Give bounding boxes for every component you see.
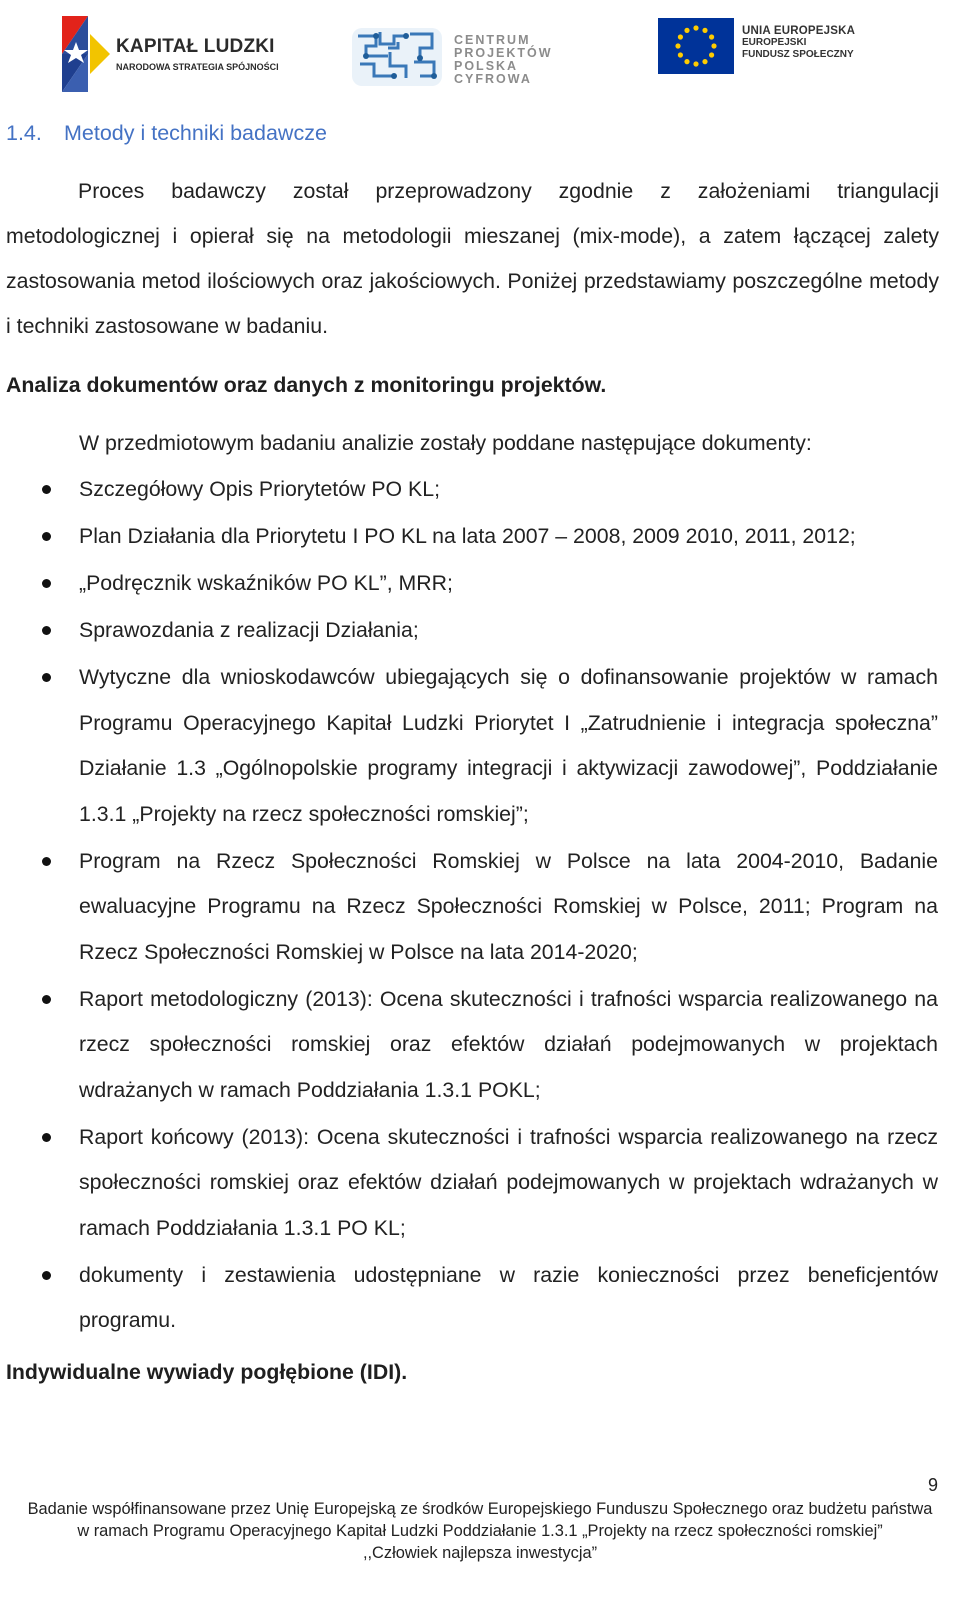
- section-number: 1.4.: [6, 121, 42, 145]
- list-item: [0, 514, 940, 560]
- list-item: [0, 655, 940, 837]
- intro-paragraph-text: Proces badawczy został przeprowadzony zgodnie z założeniami triangulacji metodologicznej i opierał się na metodologii mieszanej (mix-mode), a zatem łączącej zalety zastosowania metod ilościowych oraz jakościowych. Poniżej przedstawiamy poszczególne metody i techniki zastosowane w badaniu.: [6, 179, 939, 338]
- intro-paragraph: [6, 169, 939, 349]
- list-item-text: Szczegółowy Opis Priorytetów PO KL;: [79, 477, 440, 501]
- list-item: [0, 467, 940, 513]
- list-item: [0, 1253, 940, 1344]
- subsection-title-document-analysis: Analiza dokumentów oraz danych z monitoringu projektów.: [6, 373, 607, 397]
- page-footer: [0, 1498, 960, 1564]
- eu-flag-icon: [658, 18, 734, 74]
- list-item-text: Plan Działania dla Priorytetu I PO KL na lata 2007 – 2008, 2009 2010, 2011, 2012;: [79, 524, 856, 548]
- bullet-icon: [42, 532, 51, 541]
- list-item-text: „Podręcznik wskaźników PO KL”, MRR;: [79, 571, 453, 595]
- documents-intro: W przedmiotowym badaniu analizie zostały poddane następujące dokumenty:: [79, 431, 812, 455]
- cppc-line-3: POLSKA: [454, 59, 519, 73]
- cppc-line-4: CYFROWA: [454, 72, 532, 86]
- bullet-icon: [42, 1133, 51, 1142]
- bullet-icon: [42, 485, 51, 494]
- list-item: [0, 1115, 940, 1252]
- eu-line-2: EUROPEJSKI: [742, 37, 807, 48]
- kapital-ludzki-logo: [58, 14, 279, 94]
- list-item-text: Raport końcowy (2013): Ocena skuteczności i trafności wsparcia realizowanego na rzecz społeczności romskiej oraz efektów działań podejmowanych w projektach wdrażanych w ramach Poddziałania 1.3.1 PO KL;: [79, 1124, 938, 1240]
- list-item-text: Wytyczne dla wnioskodawców ubiegających się o dofinansowanie projektów w ramach Programu Operacyjnego Kapitał Ludzki Priorytet I „Zatrudnienie i integracja społeczna” Działanie 1.3 „Ogólnopolskie programy integracji i aktywizacji zawodowej”, Poddziałanie 1.3.1 „Projekty na rzecz społeczności romskiej”;: [79, 665, 938, 826]
- page-number: 9: [927, 1475, 938, 1495]
- list-item-text: Sprawozdania z realizacji Działania;: [79, 618, 419, 642]
- cppc-line-1: CENTRUM: [454, 33, 531, 47]
- centrum-projektow-text: [454, 34, 553, 86]
- bullet-icon: [42, 579, 51, 588]
- list-item: [0, 977, 940, 1114]
- list-item: [0, 839, 940, 976]
- circuit-maze-icon: [350, 22, 446, 92]
- section-heading: [6, 121, 327, 146]
- bullet-icon: [42, 1271, 51, 1280]
- kapital-ludzki-title: KAPITAŁ LUDZKI: [116, 36, 275, 57]
- list-item-text: dokumenty i zestawienia udostępniane w razie konieczności przez beneficjentów programu.: [79, 1262, 938, 1332]
- documents-list: [0, 467, 940, 1345]
- list-item: [0, 561, 940, 607]
- eu-line-1: UNIA EUROPEJSKA: [742, 25, 856, 37]
- list-item-text: Raport metodologiczny (2013): Ocena skuteczności i trafności wsparcia realizowanego na rzecz społeczności romskiej oraz efektów działań podejmowanych w projektach wdrażanych w ramach Poddziałania 1.3.1 POKL;: [79, 986, 938, 1102]
- bullet-icon: [42, 995, 51, 1004]
- bullet-icon: [42, 857, 51, 866]
- eu-line-3: FUNDUSZ SPOŁECZNY: [742, 49, 854, 60]
- footer-line-2: w ramach Programu Operacyjnego Kapitał Ludzki Poddziałanie 1.3.1 „Projekty na rzecz społeczności romskiej”: [77, 1522, 883, 1540]
- unia-europejska-logo: [658, 18, 918, 93]
- footer-line-1: Badanie współfinansowane przez Unię Europejską ze środków Europejskiego Funduszu Społecznego oraz budżetu państwa: [27, 1500, 933, 1518]
- kapital-ludzki-subtitle: NARODOWA STRATEGIA SPÓJNOŚCI: [116, 62, 279, 72]
- bullet-icon: [42, 673, 51, 682]
- list-item-text: Program na Rzecz Społeczności Romskiej w Polsce na lata 2004-2010, Badanie ewaluacyjne Programu na Rzecz Społeczności Romskiej w Polsce, 2011; Program na Rzecz Społeczności Romskiej w Polsce na lata 2014-2020;: [79, 848, 938, 964]
- subsection-title-idi: Indywidualne wywiady pogłębione (IDI).: [6, 1360, 408, 1384]
- list-item: [0, 608, 940, 654]
- cppc-line-2: PROJEKTÓW: [454, 46, 553, 60]
- bullet-icon: [42, 626, 51, 635]
- section-title: Metody i techniki badawcze: [64, 121, 327, 145]
- kapital-ludzki-emblem-icon: [58, 14, 116, 94]
- footer-line-3: ,,Człowiek najlepsza inwestycja”: [362, 1544, 598, 1562]
- header-logo-bar: [0, 0, 960, 110]
- centrum-projektow-logo: [350, 22, 560, 97]
- eu-logo-text: [742, 25, 855, 61]
